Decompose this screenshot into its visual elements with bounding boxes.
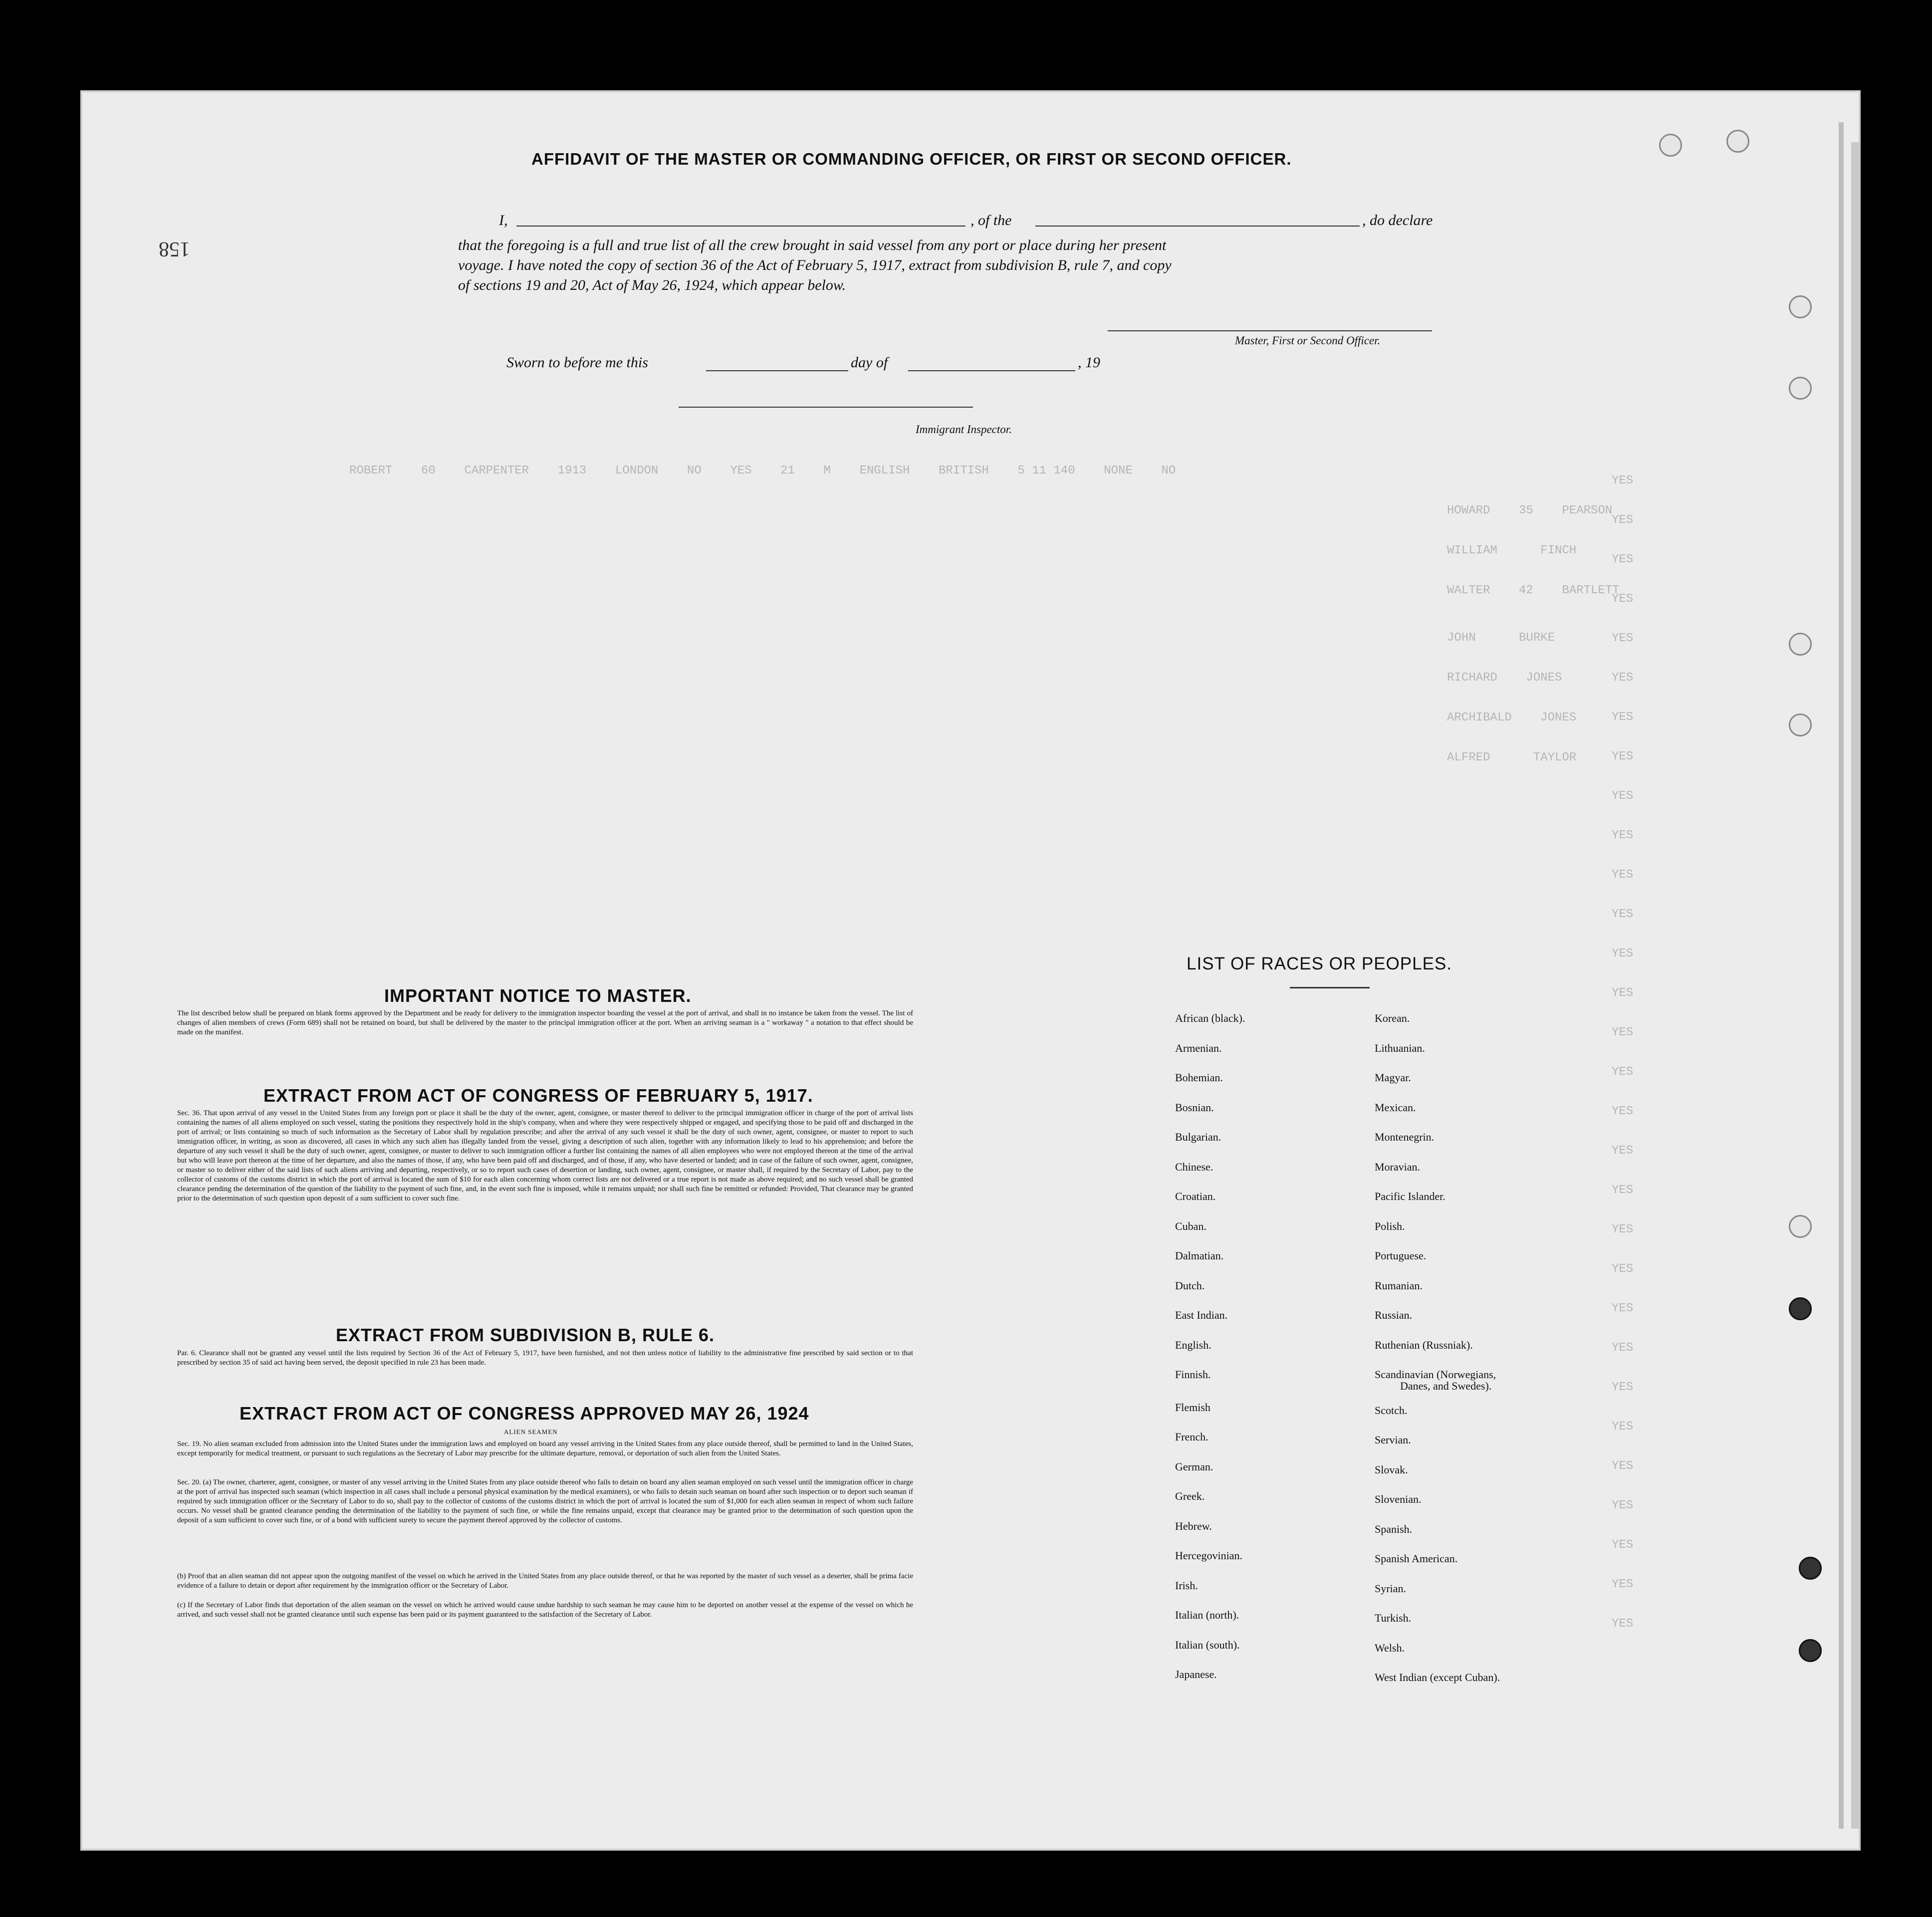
bleed-yes: YES bbox=[1612, 789, 1634, 803]
bleed-yes: YES bbox=[1612, 1223, 1634, 1236]
bleed-through-row: ARCHIBALD JONES bbox=[1447, 711, 1577, 724]
race-item: Pacific Islander. bbox=[1375, 1190, 1446, 1202]
race-item: Greek. bbox=[1175, 1490, 1205, 1502]
race-item: Armenian. bbox=[1175, 1041, 1222, 1054]
name-blank bbox=[516, 226, 966, 227]
alien-seamen-subtitle: ALIEN SEAMEN bbox=[504, 1428, 558, 1436]
race-item: Croatian. bbox=[1175, 1190, 1216, 1202]
binder-hole bbox=[1789, 714, 1812, 736]
bleed-yes: YES bbox=[1612, 868, 1634, 882]
bleed-yes: YES bbox=[1612, 711, 1634, 724]
bleed-yes: YES bbox=[1612, 1617, 1634, 1631]
bleed-yes: YES bbox=[1612, 1144, 1634, 1158]
sec-20b-text: (b) Proof that an alien seaman did not appear upon the outgoing manifest of the vessel on which he arrived in the United States from any place outside thereof, or that he was reported by the master of such vessel as a deserter, shall be prima facie evidence of a failure to detain or deport after requirement by the immigration officer or the Secretary of Labor. bbox=[177, 1572, 913, 1590]
affidavit-line-4: of sections 19 and 20, Act of May 26, 1924, which appear below. bbox=[458, 277, 846, 293]
rule-6-title: EXTRACT FROM SUBDIVISION B, RULE 6. bbox=[336, 1325, 715, 1345]
race-item: Russian. bbox=[1375, 1309, 1413, 1321]
bleed-yes: YES bbox=[1612, 829, 1634, 842]
race-item: Turkish. bbox=[1375, 1612, 1412, 1624]
race-item: Lithuanian. bbox=[1375, 1041, 1425, 1054]
bleed-yes: YES bbox=[1612, 1381, 1634, 1394]
race-item: Scandinavian (Norwegians, bbox=[1375, 1368, 1496, 1381]
bleed-through-row: RICHARD JONES bbox=[1447, 671, 1562, 685]
race-item: Spanish American. bbox=[1375, 1552, 1458, 1565]
race-item: Korean. bbox=[1375, 1012, 1410, 1024]
binder-hole bbox=[1789, 1215, 1812, 1238]
bleed-yes: YES bbox=[1612, 908, 1634, 921]
race-item: Dalmatian. bbox=[1175, 1249, 1224, 1262]
race-item: Rumanian. bbox=[1375, 1279, 1423, 1292]
sworn-day-blank bbox=[706, 370, 848, 371]
sec-19-text: Sec. 19. No alien seaman excluded from admission into the United States under the immigration laws and employed on board any vessel arriving in the United States from any place outside thereof, shall be permitted to land in the United States, except temporarily for medical treatment, or pursuant to such regulations as the Secretary of Labor may prescribe for the ultimate departure, removal, or deportation of such alien from the United States. bbox=[177, 1440, 913, 1457]
notice-text: The list described below shall be prepared on blank forms approved by the Department and be ready for delivery to the immigration inspector boarding the vessel at the port of arrival, and shall in no instance be taken from the vessel. The list of changes of alien members of crews (Form 689) shall not be retained on board, but shall be delivered by the master to the principal immigration officer at the port. When an arriving seaman is a " workaway " a notation to that effect should be made on the manifest. bbox=[177, 1009, 913, 1036]
bleed-yes-column bbox=[1612, 474, 1652, 1631]
race-item: Portuguese. bbox=[1375, 1249, 1427, 1262]
extract-1917-title: EXTRACT FROM ACT OF CONGRESS OF FEBRUARY 5, 1917. bbox=[263, 1085, 813, 1106]
extract-1917-text: Sec. 36. That upon arrival of any vessel in the United States from any foreign port or place it shall be the duty of the owner, agent, consignee, or master thereof to deliver to the principal immigration officer in charge of the port of arrival lists containing the names of all aliens employed on such vessel, stating the positions they respectively hold in the ship's company, when and where they were respectively shipped or engaged, and specifying those to be paid off and discharged in the port of arrival; or lists containing so much of such information as the Secretary of Labor shall by regulation prescribe; and after the arrival of any such vessel it shall be the duty of such owner, agent, consignee, or master to report to such immigration officer, in writing, as soon as discovered, all cases in which any such alien has illegally landed from the vessel, giving a description of such alien, together with any information likely to lead to his apprehension; and before the departure of any such vessel it shall be the duty of such owner, agent, consignee, or master to deliver to such immigration officer a further list containing the names of all alien employees who were not employed thereon at the time of the arrival but who will leave port thereon at the time of her departure, and also the names of those, if any, who have been paid off and discharged, and of those, if any, who have deserted or landed; and in case of the failure of such owner, agent, consignee, or master so to deliver either of the said lists of such aliens arriving and departing, respectively, or so to report such cases of desertion or landing, such owner, agent, consignee, or master shall, if required by the Secretary of Labor, pay to the collector of customs of the customs district in which the port of arrival is located the sum of $10 for each alien concerning whom correct lists are not delivered or a true report is not made as above required; and no such vessel shall be granted clearance pending the determination of the question of the liability to the payment of such fine, and, in the event such fine is imposed, while it remains unpaid; nor shall such fine be remitted or refunded: Provided, That clearance may be granted prior to the determination of such question upon deposit of a sum sufficient to cover such fine. bbox=[177, 1109, 913, 1202]
notice-title: IMPORTANT NOTICE TO MASTER. bbox=[384, 985, 692, 1006]
bleed-yes: YES bbox=[1612, 1578, 1634, 1591]
binder-hole bbox=[1789, 377, 1812, 400]
race-item: Italian (south). bbox=[1175, 1638, 1240, 1651]
race-item: German. bbox=[1175, 1460, 1213, 1473]
bleed-yes: YES bbox=[1612, 750, 1634, 763]
bleed-yes: YES bbox=[1612, 1420, 1634, 1434]
races-title: LIST OF RACES OR PEOPLES. bbox=[1187, 954, 1452, 973]
race-item: Polish. bbox=[1375, 1219, 1405, 1232]
affidavit-title: AFFIDAVIT OF THE MASTER OR COMMANDING OFFICER, OR FIRST OR SECOND OFFICER. bbox=[531, 150, 1292, 168]
affidavit-line-2: that the foregoing is a full and true list of all the crew brought in said vessel from any port or place during her present bbox=[458, 237, 1167, 253]
bleed-yes: YES bbox=[1612, 1538, 1634, 1552]
race-scandinavian-continued: Danes, and Swedes). bbox=[1400, 1380, 1492, 1392]
race-item: Slovenian. bbox=[1375, 1493, 1422, 1505]
sworn-year: , 19 bbox=[1078, 354, 1100, 371]
signature-label: Master, First or Second Officer. bbox=[1235, 334, 1381, 347]
race-item: Mexican. bbox=[1375, 1101, 1416, 1114]
race-item: Ruthenian (Russniak). bbox=[1375, 1338, 1473, 1351]
race-item: English. bbox=[1175, 1338, 1211, 1351]
bleed-yes: YES bbox=[1612, 1341, 1634, 1355]
affidavit-i: I, bbox=[499, 212, 508, 229]
race-item: Chinese. bbox=[1175, 1160, 1213, 1173]
bleed-yes: YES bbox=[1612, 1184, 1634, 1197]
bleed-through-row: ROBERT 60 CARPENTER 1913 LONDON NO YES 21 M ENGLISH BRITISH 5 11 140 NONE NO bbox=[349, 464, 1176, 478]
bleed-yes: YES bbox=[1612, 1499, 1634, 1512]
binder-hole bbox=[1789, 633, 1812, 656]
race-item: West Indian (except Cuban). bbox=[1375, 1671, 1500, 1683]
bleed-through-row: WILLIAM FINCH bbox=[1447, 544, 1577, 557]
race-item: Italian (north). bbox=[1175, 1609, 1239, 1621]
race-item: Spanish. bbox=[1375, 1522, 1413, 1535]
binder-hole bbox=[1799, 1639, 1822, 1662]
bleed-through-row: JOHN BURKE bbox=[1447, 631, 1555, 645]
race-item: Dutch. bbox=[1175, 1279, 1205, 1292]
race-item: Flemish bbox=[1175, 1401, 1210, 1414]
bleed-yes: YES bbox=[1612, 947, 1634, 960]
bleed-yes: YES bbox=[1612, 513, 1634, 527]
race-item: Bulgarian. bbox=[1175, 1131, 1221, 1143]
extract-1924-title: EXTRACT FROM ACT OF CONGRESS APPROVED MAY 26, 1924 bbox=[240, 1403, 809, 1424]
inspector-label: Immigrant Inspector. bbox=[916, 423, 1012, 436]
bleed-yes: YES bbox=[1612, 986, 1634, 1000]
bleed-yes: YES bbox=[1612, 1262, 1634, 1276]
affidavit-declare: , do declare bbox=[1362, 212, 1433, 229]
race-item: Hebrew. bbox=[1175, 1519, 1212, 1532]
bleed-yes: YES bbox=[1612, 1105, 1634, 1118]
race-item: Scotch. bbox=[1375, 1404, 1408, 1417]
rule-6-text: Par. 6. Clearance shall not be granted any vessel until the lists required by Section 36 of the Act of February 5, 1917, have been furnished, and not then unless notice of liability to the administrative fine prescribed by said section or to that prescribed by section 35 of said act having been served, the deposit specified in rule 23 has been made. bbox=[177, 1349, 913, 1367]
sworn-day-of: day of bbox=[851, 354, 888, 371]
bleed-yes: YES bbox=[1612, 671, 1634, 685]
signature-blank bbox=[1108, 330, 1432, 331]
race-item: Montenegrin. bbox=[1375, 1131, 1435, 1143]
sec-20a-text: Sec. 20. (a) The owner, charterer, agent, consignee, or master of any vessel arriving in the United States from any place outside thereof who fails to detain on board any alien seaman employed on such vessel until the immigration officer in charge at the port of arrival has inspected such seaman (which inspection in all cases shall include a personal physical examination by the medical examiners), or who fails to detain such seaman on board after such inspection or to deport such seaman if required by such immigration officer or the Secretary of Labor to do so, shall pay to the collector of customs of the customs district in which the port of arrival is located the sum of $1,000 for each alien seaman in respect of whom such failure occurs. No vessel shall be granted clearance pending the determination of the liability to the payment of such fine, or while the fine remains unpaid, except that clearance may be granted prior to the determination of such question upon the deposit of a sum sufficient to cover such fine, or of a bond with sufficient surety to secure the payment thereof approved by the collector of customs. bbox=[177, 1478, 913, 1524]
race-item: Magyar. bbox=[1375, 1071, 1411, 1084]
vessel-blank bbox=[1035, 226, 1360, 227]
bleed-yes: YES bbox=[1612, 592, 1634, 606]
sworn-month-blank bbox=[908, 370, 1075, 371]
margin-number: 158 bbox=[159, 238, 190, 260]
inspector-blank bbox=[679, 407, 973, 408]
binder-hole bbox=[1799, 1557, 1822, 1580]
sec-20c-text: (c) If the Secretary of Labor finds that deportation of the alien seaman on the vessel on which he arrived would cause undue hardship to such seaman he may cause him to be deported on another vessel at the expense of the vessel on which he arrived, and such vessel shall not be granted clearance until such expense has been paid or its payment guaranteed to the satisfaction of the Secretary of Labor. bbox=[177, 1601, 913, 1619]
binder-hole bbox=[1659, 134, 1682, 157]
binder-hole bbox=[1726, 130, 1749, 153]
races-rule bbox=[1290, 987, 1370, 988]
race-item: Bohemian. bbox=[1175, 1071, 1223, 1084]
bleed-through-row: HOWARD 35 PEARSON bbox=[1447, 504, 1613, 517]
bleed-yes: YES bbox=[1612, 1302, 1634, 1315]
race-item: African (black). bbox=[1175, 1012, 1245, 1024]
binder-hole bbox=[1789, 295, 1812, 318]
bleed-through-row: ALFRED TAYLOR bbox=[1447, 751, 1577, 764]
page-edge bbox=[1851, 142, 1860, 1829]
race-item: Cuban. bbox=[1175, 1219, 1207, 1232]
bleed-yes: YES bbox=[1612, 1459, 1634, 1473]
bleed-yes: YES bbox=[1612, 1026, 1634, 1039]
race-item: Irish. bbox=[1175, 1579, 1198, 1592]
affidavit-line-3: voyage. I have noted the copy of section 36 of the Act of February 5, 1917, extract from subdivision B, rule 7, and copy bbox=[458, 257, 1172, 273]
bleed-yes: YES bbox=[1612, 474, 1634, 487]
bleed-through-row: WALTER 42 BARTLETT bbox=[1447, 584, 1620, 597]
race-item: Syrian. bbox=[1375, 1582, 1406, 1595]
race-item: Servian. bbox=[1375, 1434, 1411, 1446]
race-item: Finnish. bbox=[1175, 1368, 1211, 1381]
race-item: Bosnian. bbox=[1175, 1101, 1214, 1114]
bleed-yes: YES bbox=[1612, 553, 1634, 566]
sworn-text: Sworn to before me this bbox=[506, 354, 648, 371]
affidavit-of-the: , of the bbox=[970, 212, 1012, 229]
bleed-yes: YES bbox=[1612, 632, 1634, 645]
bleed-yes: YES bbox=[1612, 1065, 1634, 1079]
race-item: Welsh. bbox=[1375, 1641, 1405, 1654]
race-item: Hercegovinian. bbox=[1175, 1549, 1242, 1562]
race-item: Japanese. bbox=[1175, 1668, 1217, 1680]
race-item: Slovak. bbox=[1375, 1463, 1408, 1476]
race-item: Moravian. bbox=[1375, 1160, 1421, 1173]
race-item: French. bbox=[1175, 1431, 1208, 1443]
race-item: East Indian. bbox=[1175, 1309, 1228, 1321]
binder-hole bbox=[1789, 1297, 1812, 1320]
page-edge bbox=[1839, 122, 1844, 1829]
